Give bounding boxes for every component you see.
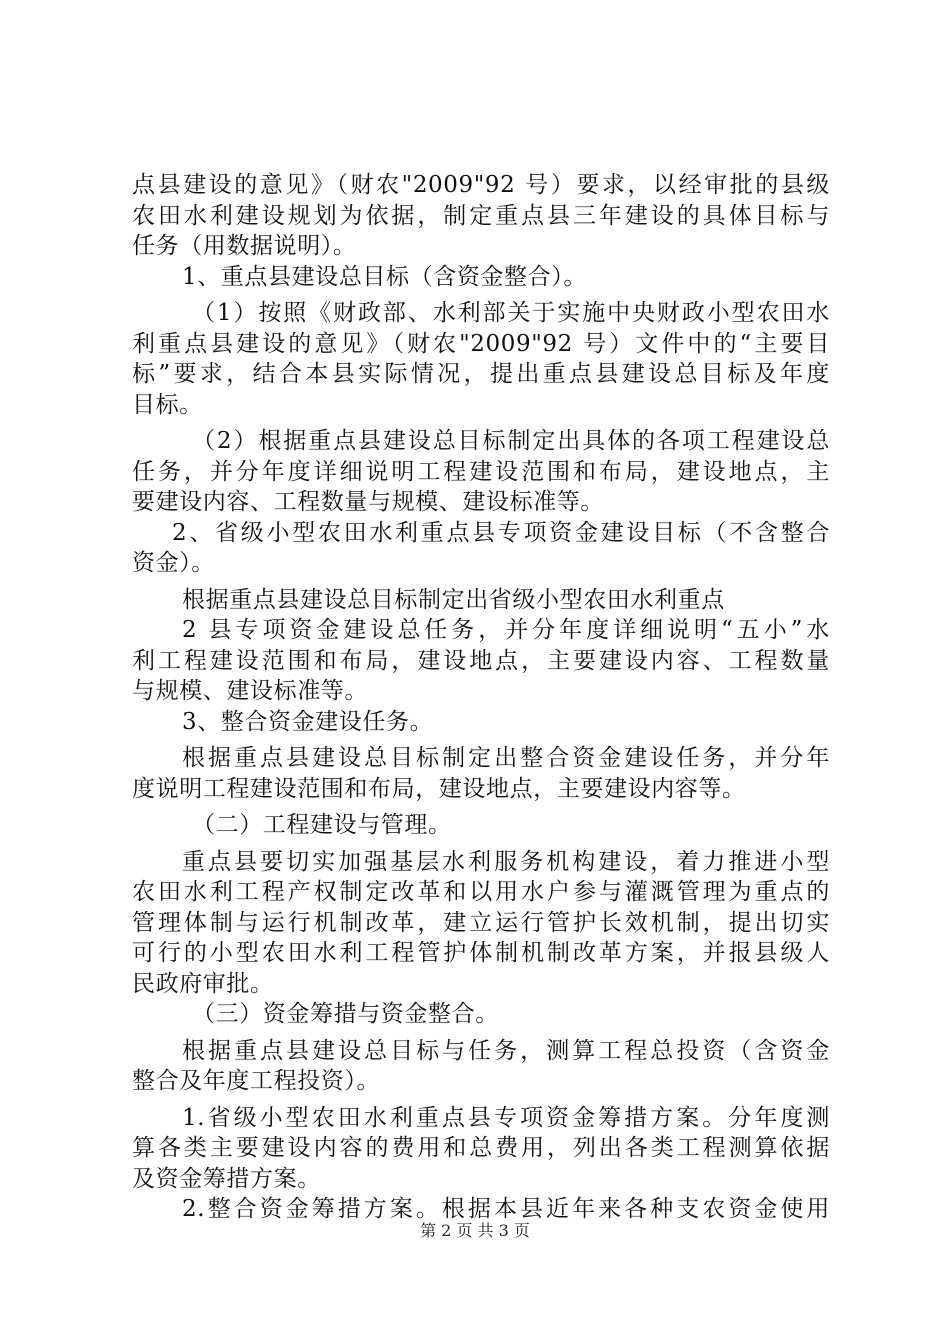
text-line: （1）按照《财政部、水利部关于实施中央财政小型农田水 [192,300,830,326]
text-line: 2、省级小型农田水利重点县专项资金建设目标（不含整合 [172,519,830,546]
text-line: （二）工程建设与管理。 [192,812,452,838]
text-line: 根据重点县建设总目标制定出整合资金建设任务，并分年 [182,745,830,771]
text-line: 农田水利工程产权制定改革和以用水户参与灌溉管理为重点的 [132,879,830,905]
text-line: 整合及年度工程投资）。 [132,1068,381,1094]
text-line: 民政府审批。 [132,970,274,997]
text-line: 任务（用数据说明）。 [132,233,357,259]
text-line: 1、重点县建设总目标（含资金整合）。 [182,263,587,290]
text-line: 目标。 [132,391,203,418]
text-line: 点县建设的意见》（财农"2009"92 号）要求，以经审批的县级 [132,172,830,198]
text-line: 管理体制与运行机制改革，建立运行管护长效机制，提出切实 [132,909,830,936]
text-line: 重点县要切实加强基层水利服务机构建设，着力推进小型 [182,848,830,875]
text-line: 与规模、建设标准等。 [132,678,368,704]
text-line: 任务，并分年度详细说明工程建设范围和布局，建设地点，主 [132,458,830,485]
text-line: 利工程建设范围和布局，建设地点，主要建设内容、工程数量 [132,647,830,674]
text-line: 2 县专项资金建设总任务，并分年度详细说明“五小”水 [182,617,830,643]
text-line: 要建设内容、工程数量与规模、建设标准等。 [132,489,604,515]
text-line: 资金）。 [132,550,215,576]
text-line: （2）根据重点县建设总目标制定出具体的各项工程建设总 [192,428,830,454]
text-line: 度说明工程建设范围和布局，建设地点，主要建设内容等。 [132,775,746,802]
text-line: 可行的小型农田水利工程管护体制机制改革方案，并报县级人 [132,940,830,966]
text-line: 根据重点县建设总目标制定出省级小型农田水利重点 [182,586,725,613]
text-line: 农田水利建设规划为依据，制定重点县三年建设的具体目标与 [132,202,830,229]
document-body [132,170,830,1225]
text-line: 利重点县建设的意见》（财农"2009"92 号）文件中的“主要目 [132,330,830,357]
text-line: 1.省级小型农田水利重点县专项资金筹措方案。分年度测 [182,1104,830,1131]
text-line: 3、整合资金建设任务。 [182,708,434,735]
page-number-footer: 第 2 页 共 3 页 [420,1221,530,1240]
text-line: 及资金筹措方案。 [132,1165,321,1192]
text-line: （三）资金筹措与资金整合。 [192,1001,499,1027]
text-line: 算各类主要建设内容的费用和总费用，列出各类工程测算依据 [132,1135,830,1161]
text-line: 2.整合资金筹措方案。根据本县近年来各种支农资金使用 [182,1196,830,1222]
text-line: 标”要求，结合本县实际情况，提出重点县建设总目标及年度 [132,361,830,387]
text-line: 根据重点县建设总目标与任务，测算工程总投资（含资金 [182,1037,830,1064]
